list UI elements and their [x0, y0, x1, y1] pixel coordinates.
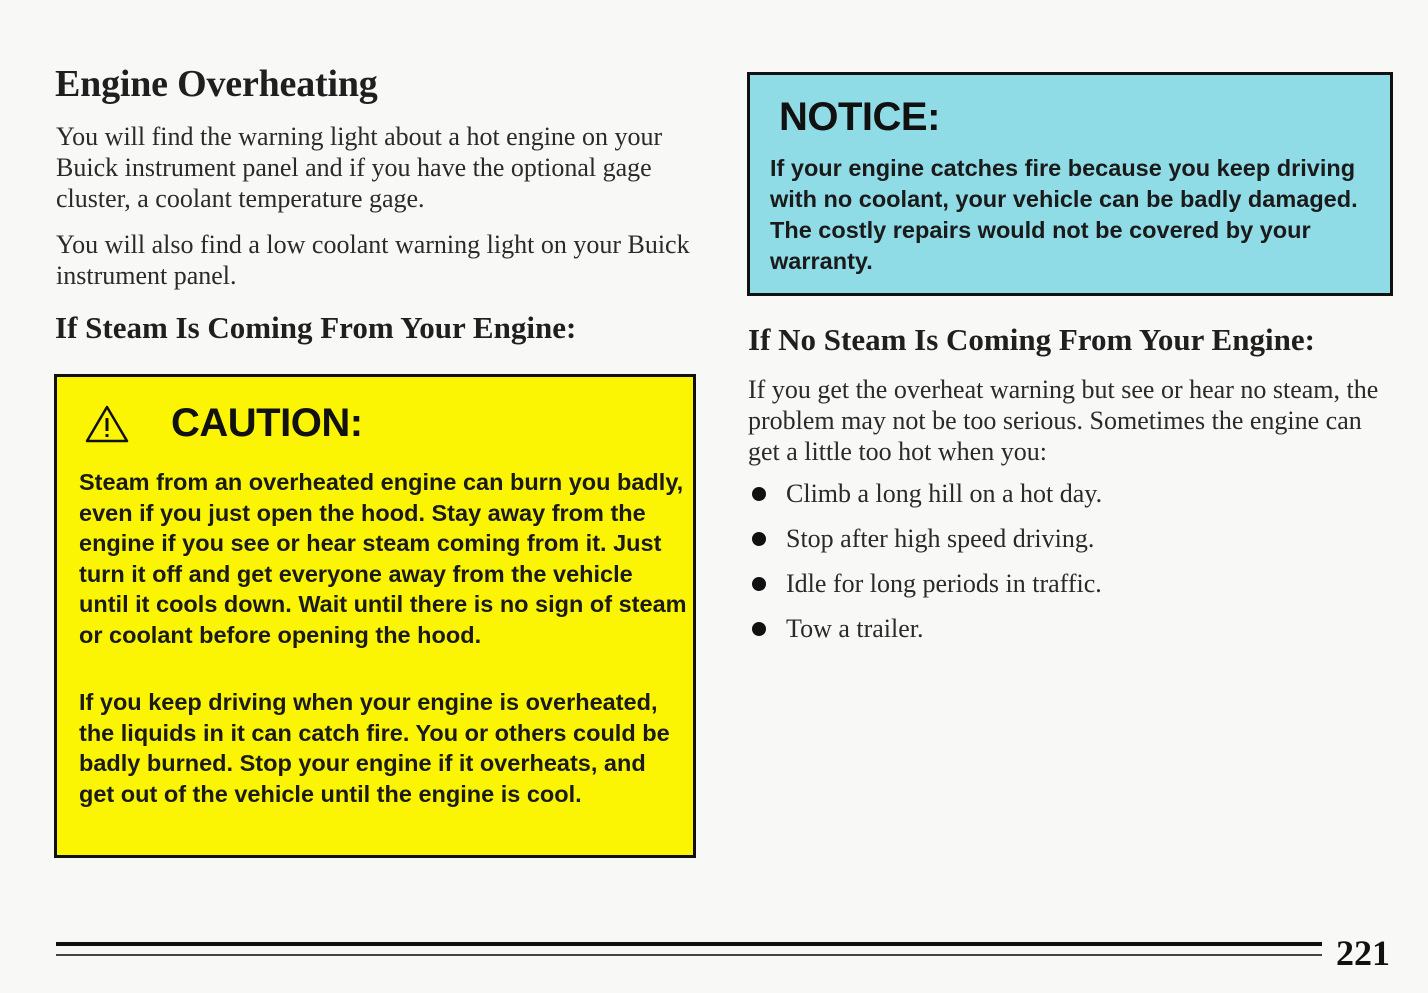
- intro-paragraph: You will find the warning light about a hot engine on your Buick instrument panel and if you have the optional gage cluster, a coolant temperature gage.: [56, 122, 663, 213]
- no-steam-heading: If No Steam Is Coming From Your Engine:: [748, 322, 1315, 357]
- list-item-text: Climb a long hill on a hot day.: [786, 479, 1103, 508]
- caution-text-1: Steam from an overheated engine can burn you badly, even if you just open the hood. Stay away from the engine if you see or hear steam coming from it. Just turn it off and get everyone away from the vehicle until it cools down. Wait until there is no sign of steam or coolant before opening the hood.: [79, 469, 687, 648]
- caution-header: [85, 401, 363, 446]
- list-item: [748, 478, 1102, 523]
- list-item-text: Tow a trailer.: [786, 614, 924, 643]
- list-item-text: Stop after high speed driving.: [786, 524, 1095, 553]
- footer-rule: [56, 942, 1322, 946]
- coolant-paragraph: You will also find a low coolant warning light on your Buick instrument panel.: [56, 230, 690, 290]
- overheat-causes-list: [748, 478, 1102, 658]
- list-item: [748, 613, 1102, 658]
- page-number: 221: [1336, 933, 1390, 973]
- caution-box: [54, 374, 696, 858]
- bullet-icon: [752, 622, 766, 636]
- list-item: [748, 523, 1102, 568]
- footer-rule-thin: [56, 954, 1322, 956]
- bullet-icon: [752, 532, 766, 546]
- warning-triangle-icon: [85, 404, 129, 444]
- bullet-icon: [752, 487, 766, 501]
- notice-label: NOTICE:: [779, 95, 940, 139]
- no-steam-paragraph: If you get the overheat warning but see or hear no steam, the problem may not be too serious. Sometimes the engine can get a little too hot when you:: [748, 375, 1379, 466]
- list-item-text: Idle for long periods in traffic.: [786, 569, 1102, 598]
- list-item: [748, 568, 1102, 613]
- bullet-icon: [752, 577, 766, 591]
- notice-text: If your engine catches fire because you keep driving with no coolant, your vehicle can be badly damaged. The costly repairs would not be covered by your warranty.: [770, 155, 1358, 274]
- caution-label: CAUTION:: [171, 401, 363, 445]
- caution-text-2: If you keep driving when your engine is overheated, the liquids in it can catch fire. You or others could be badly burned. Stop your engine if it overheats, and get out of the vehicle until the engine is cool.: [79, 689, 670, 807]
- page-title: Engine Overheating: [55, 63, 378, 105]
- steam-heading: If Steam Is Coming From Your Engine:: [55, 310, 577, 345]
- notice-box: [747, 72, 1393, 296]
